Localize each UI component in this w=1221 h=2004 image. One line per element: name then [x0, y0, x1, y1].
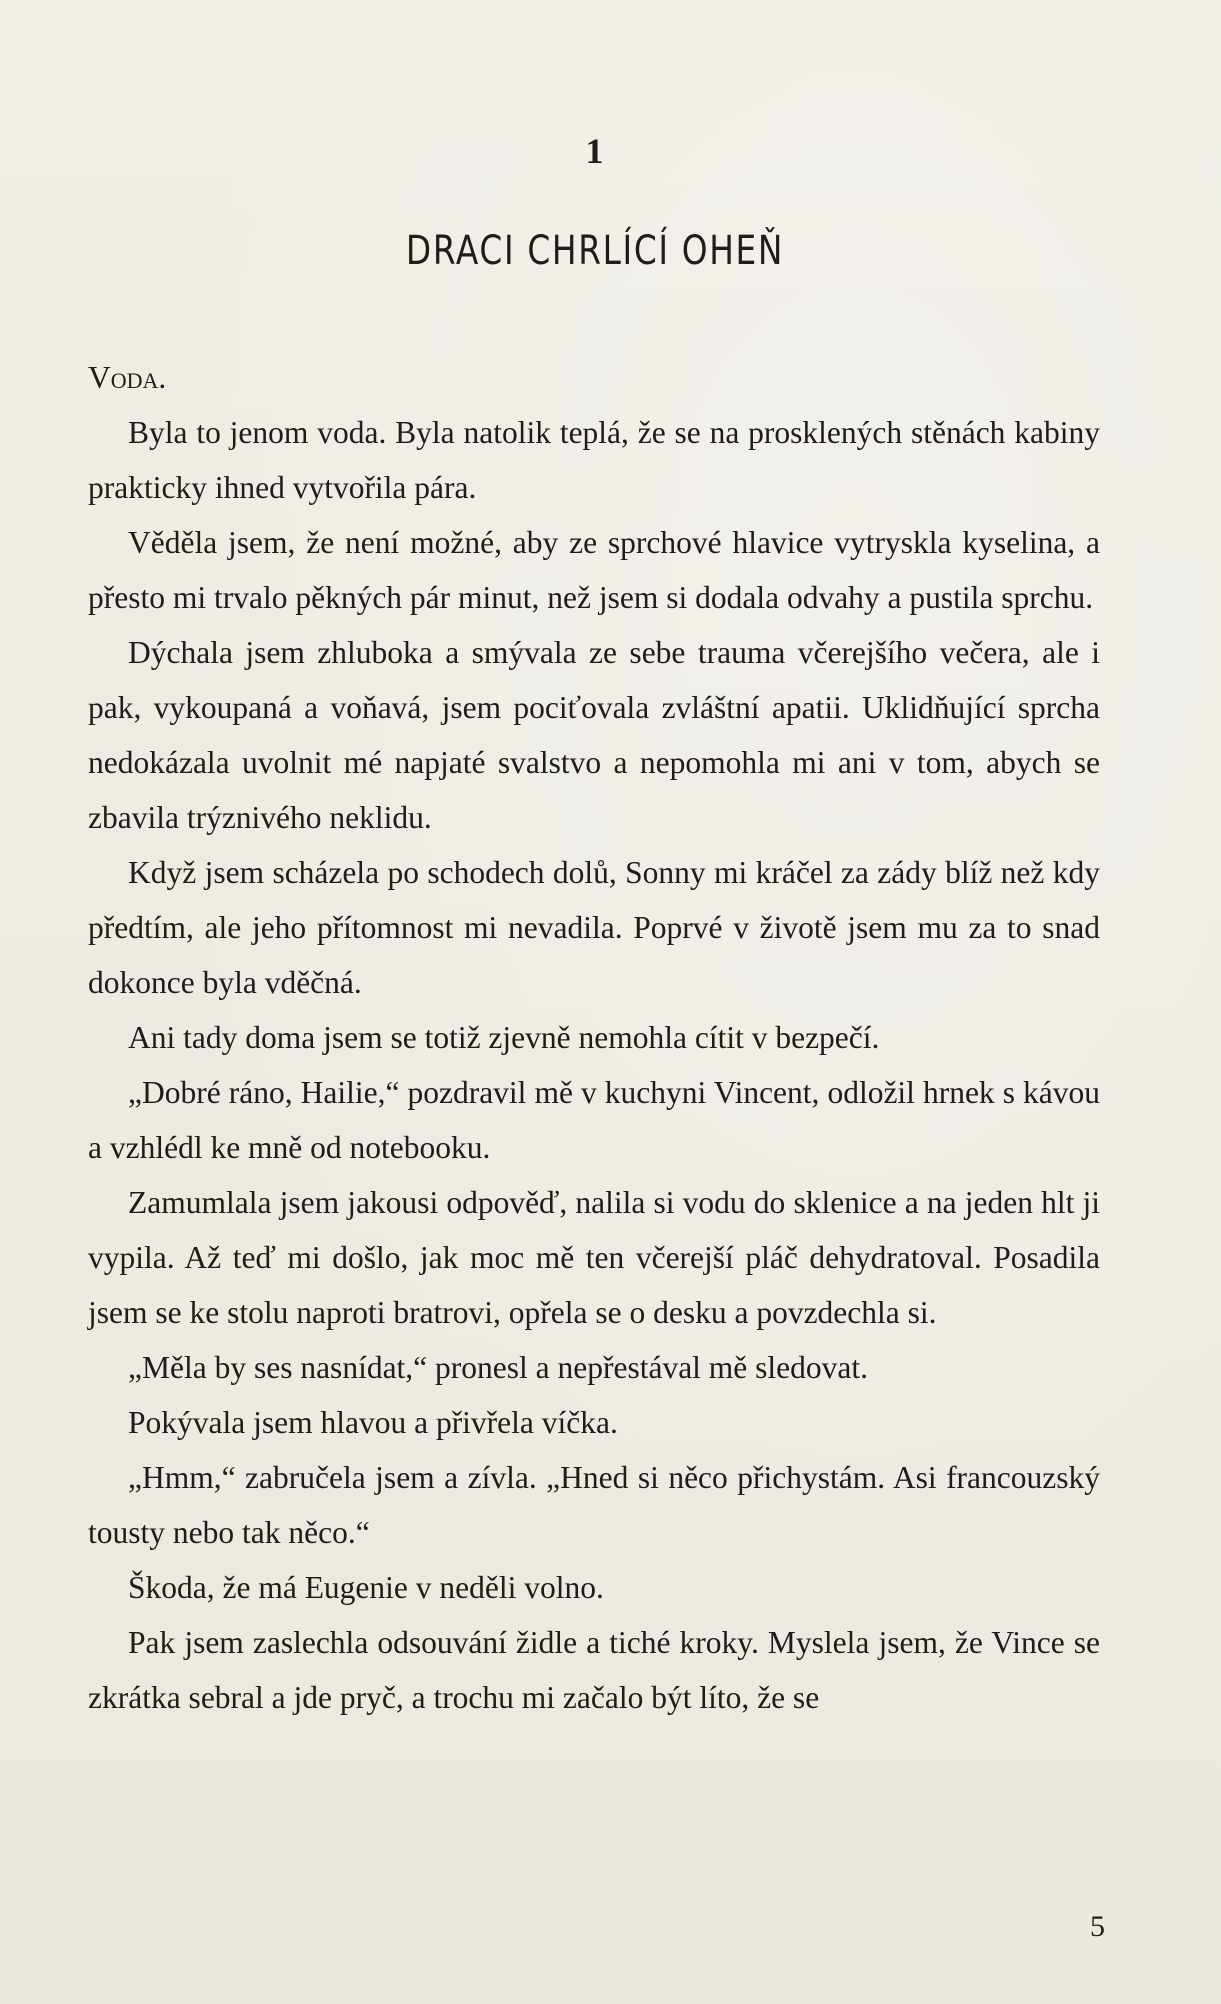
paragraph: Byla to jenom voda. Byla natolik teplá, že se na prosklených stěnách kabiny prakticky ihned vytvořila pára. [88, 415, 1100, 505]
chapter-body [88, 350, 1100, 1725]
paragraph: Ani tady doma jsem se totiž zjevně nemohla cítit v bezpečí. [128, 1020, 880, 1055]
paragraph: Pokývala jsem hlavou a přivřela víčka. [128, 1405, 618, 1440]
paragraph: Škoda, že má Eugenie v neděli volno. [128, 1570, 604, 1605]
chapter-title: DRACI CHRLÍCÍ OHEŇ [405, 228, 785, 274]
page-number: 5 [1090, 1910, 1105, 1943]
paragraph: Věděla jsem, že není možné, aby ze sprchové hlavice vytryskla kyselina, a přesto mi trvalo pěkných pár minut, než jsem si dodala odvahy a pustila sprchu. [88, 525, 1100, 615]
chapter-number: 1 [585, 131, 605, 171]
opening-word: Voda. [88, 360, 167, 395]
paragraph: Dýchala jsem zhluboka a smývala ze sebe trauma včerejšího večera, ale i pak, vykoupaná a voňavá, jsem pociťovala zvláštní apatii. Uklidňující sprcha nedokázala uvolnit mé napjaté svalstvo a nepomohla mi ani v tom, abych se zbavila trýznivého neklidu. [88, 635, 1100, 835]
paragraph: Když jsem scházela po schodech dolů, Sonny mi kráčel za zády blíž než kdy předtím, ale jeho přítomnost mi nevadila. Poprvé v životě jsem mu za to snad dokonce byla vděčná. [88, 855, 1100, 1000]
paragraph: „Dobré ráno, Hailie,“ pozdravil mě v kuchyni Vincent, odložil hrnek s kávou a vzhlédl ke mně od notebooku. [88, 1075, 1100, 1165]
paragraph: Zamumlala jsem jakousi odpověď, nalila si vodu do sklenice a na jeden hlt ji vypila. Až teď mi došlo, jak moc mě ten včerejší pláč dehydratoval. Posadila jsem se ke stolu naproti bratrovi, opřela se o desku a povzdechla si. [88, 1185, 1100, 1330]
paragraph: „Hmm,“ zabručela jsem a zívla. „Hned si něco přichystám. Asi francouzský tousty nebo tak něco.“ [88, 1460, 1100, 1550]
paragraph: Pak jsem zaslechla odsouvání židle a tiché kroky. Myslela jsem, že Vince se zkrátka sebral a jde pryč, a trochu mi začalo být líto, že se [88, 1625, 1100, 1715]
paragraph: „Měla by ses nasnídat,“ pronesl a nepřestával mě sledovat. [128, 1350, 869, 1385]
